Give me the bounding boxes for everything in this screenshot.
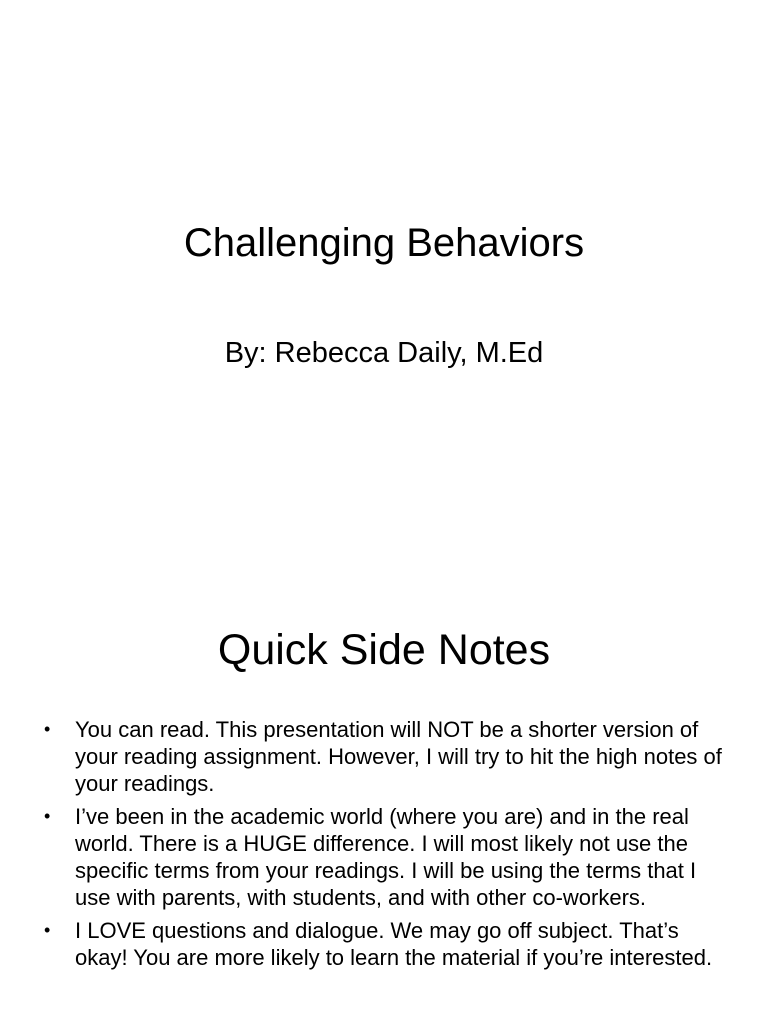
bullet-dot-icon: • [44, 806, 51, 826]
bullet-text: I LOVE questions and dialogue. We may go off subject. That’s okay! You are more likely to learn the material if you’re interested. [75, 918, 713, 970]
bullet-text: I’ve been in the academic world (where you are) and in the real world. There is a HUGE difference. I will most likely not use the specific terms from your readings. I will be using the terms that I use with parents, with students, and with other co-workers. [75, 804, 697, 910]
presentation-title: Challenging Behaviors [183, 221, 585, 265]
bullet-list [44, 716, 728, 977]
bullet-item-reading [44, 716, 728, 797]
bullet-dot-icon: • [44, 719, 51, 739]
bullet-item-worlds [44, 803, 728, 911]
bullet-item-questions [44, 917, 728, 971]
bullet-text: You can read. This presentation will NOT be a shorter version of your reading assignment. However, I will try to hit the high notes of your readings. [75, 717, 722, 796]
notes-slide [0, 576, 768, 1024]
author-line: By: Rebecca Daily, M.Ed [224, 337, 544, 369]
bullet-dot-icon: • [44, 920, 51, 940]
slide-title: Quick Side Notes [217, 626, 551, 674]
